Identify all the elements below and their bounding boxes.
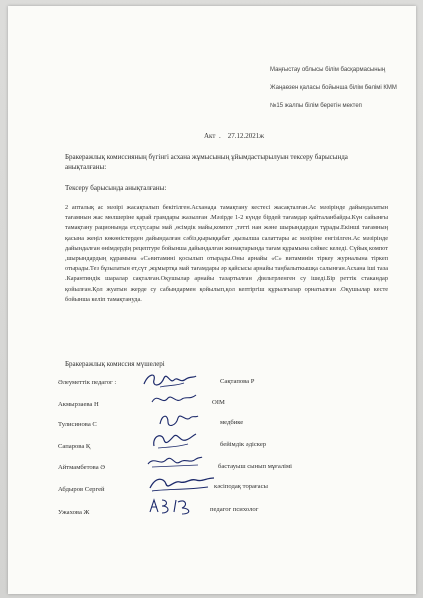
findings-heading: Тексеру барысында анықталғаны: bbox=[65, 184, 167, 192]
signature bbox=[148, 390, 198, 410]
member-right: кәсіподақ торағасы bbox=[214, 483, 268, 490]
letterhead-line: Маңғыстау облысы білім басқармасының bbox=[270, 67, 386, 73]
act-label: Акт bbox=[204, 132, 216, 140]
member-right: медбике bbox=[220, 419, 244, 426]
commission-heading: Бракеражлық комиссия мүшелері bbox=[65, 360, 165, 368]
signature bbox=[146, 496, 196, 518]
member-left: Сапарова Қ bbox=[58, 443, 91, 450]
letterhead-line: Жаңаөзен қаласы бойынша білім бөлімі КММ bbox=[270, 85, 397, 91]
act-title: Акт . 27.12.2021ж bbox=[204, 132, 265, 140]
document-sheet bbox=[8, 6, 416, 594]
member-left: Абдыров Сергей bbox=[58, 486, 105, 493]
member-left: Акмырзаева Н bbox=[58, 401, 99, 408]
signature bbox=[148, 430, 198, 452]
member-left: Айтмамбетова Ә bbox=[58, 464, 106, 471]
act-date: 27.12.2021ж bbox=[227, 132, 265, 140]
signature bbox=[156, 410, 200, 430]
letterhead-line: №15 жалпы білім беретін мектеп bbox=[270, 103, 362, 109]
findings-body: 2 апталық ас мәзірі жасақталып бекітілген.Асханада тамақтану кестесі жасақталған.Ас мәзірінде дайындалатын тағамнын жас мөлшеріне қарай грамдары жазылған .Мәзірде 1-2 күнде бірдей тағамдар қайталанбайды.Күн сайынғы тамақтану рационында ет,сүт,сары май ,өсімдік майы,компот ,тәтті нан және шырындардан тұрады.Екінші тағамның қасына жеңіл көкөністерден дайындалған сәбіз,қырыққабат ,қызылша салаттары ас мәзіріне енгізілген.Ас мәзірінде дайындалған өнімдердің рецептуре бойынша дайындалған жинақтарында тағам құрамына сәйкес келеді. Сүйық компот ,шырындардың құрамына «С»витамині қосылып отырады.Оны арнайы «С» витаминін тіркеу журналына тіркеп отырады.Тез бұзылатын ет,сүт ,жұмыртқа май тағамдары әр қайсысы арнайы таңбалыткышқа салынған.Асхана іші таза .Карантиндік шаралар сақталған.Оқушылар арнайы тазартылған ,фильтрленген су ішеді.Бір реттік стакандар қойылған.Қол жуатын жерде су сабындармен қойылып,қол кептіргіш құрылғылар орнатылған .Оқушылар кесте бойынша келіп тамақтануда. bbox=[65, 204, 388, 303]
member-right: бастауыш сынып мұғалімі bbox=[218, 463, 292, 470]
member-left: Ужахова Ж bbox=[58, 509, 90, 516]
member-left: Әлеуметтік педагог : bbox=[58, 379, 117, 386]
signature bbox=[144, 452, 204, 472]
letterhead bbox=[270, 66, 420, 120]
signature bbox=[140, 370, 198, 392]
act-subject: Бракеражлық комиссияның бүгінгі асхана жұмысының ұйымдастырылуын тексеру барысында анықталғаны: bbox=[65, 153, 348, 171]
member-right: ОІМ bbox=[212, 399, 225, 406]
member-left: Тулисинова С bbox=[58, 421, 97, 428]
member-right: бейімдік әдіскер bbox=[220, 441, 267, 448]
member-right: педагог психолог bbox=[210, 506, 259, 513]
signature bbox=[146, 472, 216, 496]
member-right: Сақтапова Р bbox=[220, 378, 255, 385]
